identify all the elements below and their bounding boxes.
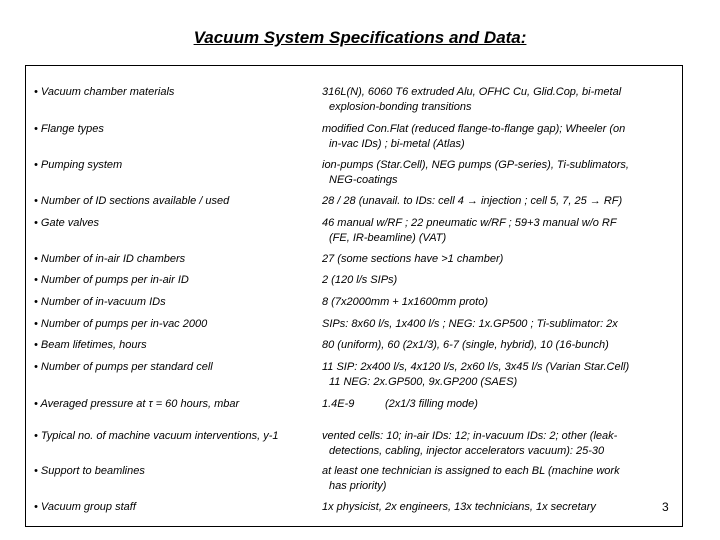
- spec-value: 28 / 28 (unavail. to IDs: cell 4 → injection ; cell 5, 7, 25 → RF): [322, 195, 623, 207]
- spec-value: 80 (uniform), 60 (2x1/3), 6-7 (single, hybrid), 10 (16-bunch): [322, 339, 609, 351]
- spec-label: • Number of pumps per in-air ID: [34, 274, 189, 286]
- spec-label: • Number of in-vacuum IDs: [34, 296, 166, 308]
- specifications-box: [25, 65, 683, 527]
- spec-label: • Gate valves: [34, 217, 99, 229]
- spec-value: 316L(N), 6060 T6 extruded Alu, OFHC Cu, Glid.Cop, bi-metal explosion-bonding transitions: [322, 86, 622, 113]
- page-title: Vacuum System Specifications and Data:: [193, 28, 527, 47]
- spec-label: • Support to beamlines: [34, 465, 145, 477]
- spec-value: SIPs: 8x60 l/s, 1x400 l/s ; NEG: 1x.GP500 ; Ti-sublimator: 2x: [322, 318, 618, 330]
- spec-label: • Number of ID sections available / used: [34, 195, 230, 207]
- spec-label: • Beam lifetimes, hours: [34, 339, 147, 351]
- spec-label: • Number of in-air ID chambers: [34, 253, 186, 265]
- spec-value: modified Con.Flat (reduced flange-to-flange gap); Wheeler (on in-vac IDs) ; bi-metal (Atlas): [322, 123, 626, 150]
- spec-value: 8 (7x2000mm + 1x1600mm proto): [322, 296, 488, 308]
- spec-value: vented cells: 10; in-air IDs: 12; in-vacuum IDs: 2; other (leak- detections, cabling, injector accelerators vacuum): 25-30: [322, 430, 618, 457]
- spec-value: 46 manual w/RF ; 22 pneumatic w/RF ; 59+3 manual w/o RF (FE, IR-beamline) (VAT): [322, 217, 617, 244]
- page-number: 3: [662, 500, 669, 514]
- spec-label: • Typical no. of machine vacuum interventions, y-1: [34, 430, 279, 442]
- spec-value: 1x physicist, 2x engineers, 13x technicians, 1x secretary: [322, 501, 596, 513]
- spec-label: • Vacuum chamber materials: [34, 86, 175, 98]
- spec-label: • Pumping system: [34, 159, 123, 171]
- spec-value: ion-pumps (Star.Cell), NEG pumps (GP-series), Ti-sublimators, NEG-coatings: [322, 159, 629, 186]
- spec-value: at least one technician is assigned to each BL (machine work has priority): [322, 465, 620, 492]
- spec-label: • Averaged pressure at τ = 60 hours, mbar: [34, 398, 240, 410]
- spec-label: • Flange types: [34, 123, 104, 135]
- spec-value: 2 (120 l/s SIPs): [322, 274, 398, 286]
- spec-value: 27 (some sections have >1 chamber): [322, 253, 504, 265]
- spec-value: 1.4E-9 (2x1/3 filling mode): [322, 398, 478, 410]
- spec-label: • Number of pumps per in-vac 2000: [34, 318, 208, 330]
- spec-value: 11 SIP: 2x400 l/s, 4x120 l/s, 2x60 l/s, 3x45 l/s (Varian Star.Cell) 11 NEG: 2x.GP500, 9x.GP200 (SAES): [322, 361, 630, 388]
- spec-label: • Number of pumps per standard cell: [34, 361, 213, 373]
- spec-label: • Vacuum group staff: [34, 501, 136, 513]
